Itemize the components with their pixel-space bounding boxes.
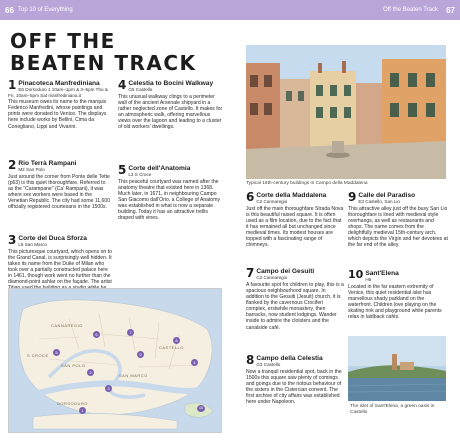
entry-info: L6 San Marco [18,242,47,247]
entry-body: This unusual walkway clings to a perimeter wall of the ancient Arsenale shipyard in a rather neglected zone of Castello. It makes for an atmospheric walk, offering marvellous views over the lagoon and leading to a cluster of old workers' dwellings. [118,93,223,131]
entry-10 [348,270,448,320]
map-label: S CROCE [27,353,49,358]
map-marker: 6 [93,331,100,338]
entry-name: Rio Terrà Rampani [18,160,77,167]
map-marker: 2 [87,369,94,376]
entry-body: Just off the main thoroughfare Strada Nova is this beautiful raised square. It is often used as a film location, due to the fact that it has remained all but unchanged since medieval times. Its modest houses are topped with a fascinating range of chimneys. [246,205,344,249]
entry-body: This peaceful courtyard was named after the anatomy theatre that existed here in 1368. Much later, in 1671, in neighbouring Campo San Giacomo dall'Orio, a College of Anatomy was established in what is now a separate building. Today it has an attractive trellis draped with vines. [118,178,221,222]
entry-7 [246,268,344,331]
photo-graphic [348,336,446,401]
entry-8 [246,355,344,405]
entry-name: Campo dei Gesuiti [256,268,315,275]
entry-body: A favourite spot for children to play, this is a spacious neighbourhood square. In addition to the Gesuiti (Jesuit) church, it is flanked by the cavernous Crociferi complex, erstwhile monastery, then barracks, now student lodgings. Wander inside to admire the cloisters and the canalside café. [246,281,344,331]
entry-4 [118,80,224,130]
entry-number: 8 [246,353,255,367]
map-label: DORSODURO [57,401,88,406]
entry-name: Corte della Maddalena [256,192,327,199]
map-label: CASTELLO [159,345,184,350]
entry-name: Celestia to Bocini Walkway [128,80,214,87]
entry-1 [8,80,112,130]
page-title-line-1: OFF THE [10,29,116,53]
entry-2 [8,160,112,210]
photo-graphic [246,45,446,179]
entry-9 [348,192,448,249]
right-header-bar [230,0,460,20]
entry-number: 7 [246,266,255,280]
entry-name: Sant'Elena [365,270,399,277]
map-marker: 7 [127,329,134,336]
entry-number: 1 [8,78,17,92]
entry-number: 9 [348,190,357,204]
entry-info: G3 Castello [256,362,281,367]
map-marker: 5 [53,349,60,356]
left-header-bar [0,0,230,20]
map-label: CANNAREGIO [51,323,83,328]
page-title [10,30,197,74]
entry-name: Corte del Duca Sforza [18,235,87,242]
left-running-title: Top 10 of Everything [18,7,73,13]
map-marker: 4 [191,359,198,366]
entry-info: M2 San Polo [18,167,45,172]
photo-sant-elena [348,336,446,401]
right-page-number: 67 [446,6,455,15]
entry-number: 5 [118,163,127,177]
map-marker: 9 [137,351,144,358]
entry-number: 10 [348,268,364,281]
area-map [8,288,222,433]
page-title-line-2: BEATEN TRACK [10,51,197,75]
entry-body: This attractive alley just off the busy San Lio thoroughfare is lined with medieval style overhangs, as well as restaurants and shops. The name comes from the delightfully medieval 15th-century arch, which depicts the Virgin and her devotees at the far end of the alley. [348,205,448,249]
map-marker: 1 [79,407,86,414]
entry-info: C2 Cannaregio [256,275,288,280]
photo-caption-top: Typical 16th-century buildings in Campo della Maddalena [246,181,368,186]
entry-body: Just around the corner from Ponte delle Tette (p63) is this quiet thoroughfare. Referred to as the "Carampane" (Ca' Rampani), it was where sex workers were based in the Venetian Republic. The city had some 11,600 officially registered courtesans in the 1500s. [8,173,111,211]
entry-info: E3 Castello, San Lio [358,199,400,204]
entry-body: This museum owes its name to the marquis Federico Manfredini, whose paintings and prints were donated to Venice. The displays here include works by Bellini, Cima da Conegliano, Lippi and Vivarini. [8,99,107,130]
entry-number: 3 [8,233,17,247]
entry-info: E6 Dorsoduro 1 10am–1pm & 3–5pm Thu & Fri, 10am–5pm Sat manfrediniana.it [8,87,108,98]
entry-body: Located in the far eastern extremity of Venice, this quiet residential islet has marvellous shady parkland on the waterfront. Children love playing on the skating rink and playground while parents relax in laidback cafés. [348,283,442,321]
entry-body: This picturesque courtyard, which opens on to the Grand Canal, is surprisingly well hidden. It takes its name from the Duke of Milan who took over a partially constructed palace here in 1461, though work went no further than the diamond-point ashlar on the façade. The artist [8,248,112,286]
photo-campo-della-maddalena [246,45,446,179]
entry-info: G5 Castello [128,87,153,92]
entry-name: Pinacoteca Manfrediniana [18,80,100,87]
map-marker: 3 [105,385,112,392]
entry-info: H6 [365,277,372,282]
map-label: SAN POLO [61,363,86,368]
map-marker: 8 [173,337,180,344]
entry-number: 6 [246,190,255,204]
entry-name: Campo della Celestia [256,355,323,362]
entry-info: C2 Cannaregio [256,199,288,204]
entry-5 [118,165,224,222]
entry-number: 4 [118,78,127,92]
entry-info: L3 S Croce [128,172,152,177]
entry-number: 2 [8,158,17,172]
map-label: SAN MARCO [119,373,148,378]
map-marker: 10 [199,406,203,410]
entry-6 [246,192,344,249]
entry-name: Corte dell'Anatomia [128,165,191,172]
photo-caption-bottom: The islet of Sant'Elena, a green oasis in Castello [350,404,435,415]
entry-body: Now a tranquil residential spot, back in the 1500s this square saw plenty of comings and goings due to the riotous behaviour of the sisters in the Cistercian convent. The first archive of city affairs was established here under Napoleon. [246,368,342,406]
left-page-number: 66 [5,6,14,15]
right-running-title: Off the Beaten Track [383,7,438,13]
entry-name: Calle del Paradiso [358,192,416,199]
